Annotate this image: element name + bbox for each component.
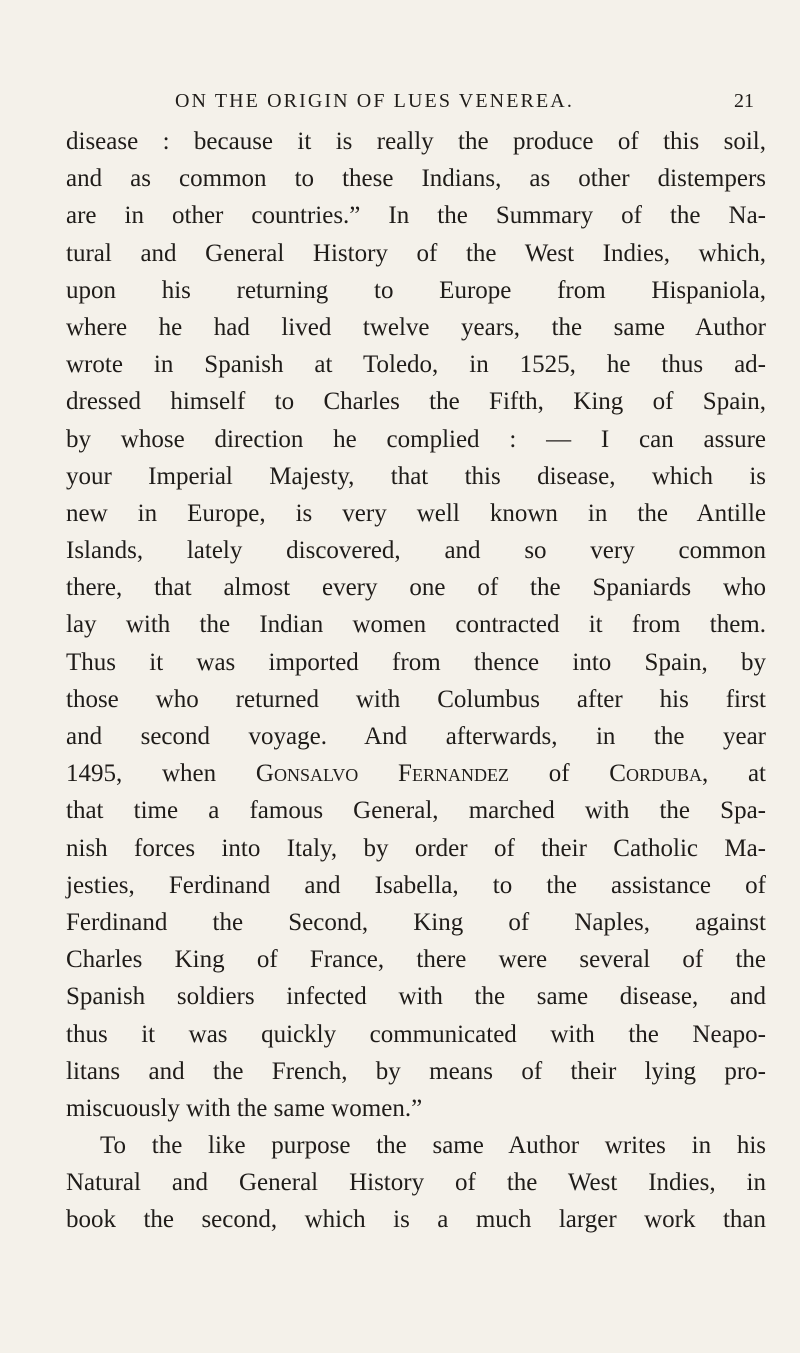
text-line: nish forces into Italy, by order of their Catholic Ma-: [66, 834, 766, 862]
text-line: new in Europe, is very well known in the Antille: [66, 499, 766, 527]
paragraph-1: [66, 123, 766, 1127]
text-line: where he had lived twelve years, the same Author: [66, 313, 766, 341]
text-line: dressed himself to Charles the Fifth, King of Spain,: [66, 388, 766, 416]
paragraph-2: [66, 1127, 766, 1239]
text-line: wrote in Spanish at Toledo, in 1525, he thus ad-: [66, 351, 766, 379]
place-name-corduba: Corduba: [609, 760, 702, 788]
person-name-gonsalvo-fernandez: Gonsalvo Fernandez: [255, 760, 509, 788]
text-line: those who returned with Columbus after his first: [66, 685, 766, 713]
text-line: are in other countries.” In the Summary of the Na-: [66, 202, 766, 230]
text-line: upon his returning to Europe from Hispaniola,: [66, 276, 766, 304]
running-title: ON THE ORIGIN OF LUES VENEREA.: [175, 90, 574, 112]
text-fragment: 1495, when: [66, 760, 256, 788]
text-line-with-names: [66, 755, 766, 792]
text-line: Spanish soldiers infected with the same disease, and: [66, 983, 766, 1011]
text-line: Thus it was imported from thence into Spain, by: [66, 648, 766, 676]
page-number: 21: [734, 90, 754, 112]
text-line: Natural and General History of the West Indies, in: [66, 1169, 766, 1197]
text-fragment: of: [508, 760, 610, 788]
text-line: book the second, which is a much larger work than: [66, 1206, 766, 1234]
text-line: that time a famous General, marched with the Spa-: [66, 797, 766, 825]
text-fragment: , at: [701, 760, 767, 788]
text-line: your Imperial Majesty, that this disease, which is: [66, 462, 766, 490]
text-line: and second voyage. And afterwards, in the year: [66, 723, 766, 750]
text-line: Islands, lately discovered, and so very common: [66, 537, 766, 565]
text-line: by whose direction he complied : — I can assure: [66, 425, 766, 453]
text-line: and as common to these Indians, as other distempers: [66, 165, 766, 193]
text-line: litans and the French, by means of their lying pro-: [66, 1057, 766, 1085]
running-head: [0, 86, 800, 116]
text-line: Charles King of France, there were several of the: [66, 946, 766, 974]
text-line: jesties, Ferdinand and Isabella, to the assistance of: [66, 871, 766, 899]
body-text: [66, 123, 766, 1239]
text-line: lay with the Indian women contracted it from them.: [66, 611, 766, 639]
text-line: Ferdinand the Second, King of Naples, against: [66, 908, 766, 936]
text-line: miscuously with the same women.”: [66, 1094, 423, 1122]
text-line: thus it was quickly communicated with the Neapo-: [66, 1020, 766, 1048]
text-line: tural and General History of the West Indies, which,: [66, 239, 766, 267]
text-line: disease : because it is really the produce of this soil,: [66, 128, 766, 155]
text-line: there, that almost every one of the Spaniards who: [66, 574, 766, 602]
text-line: To the like purpose the same Author writes in his: [100, 1132, 766, 1160]
